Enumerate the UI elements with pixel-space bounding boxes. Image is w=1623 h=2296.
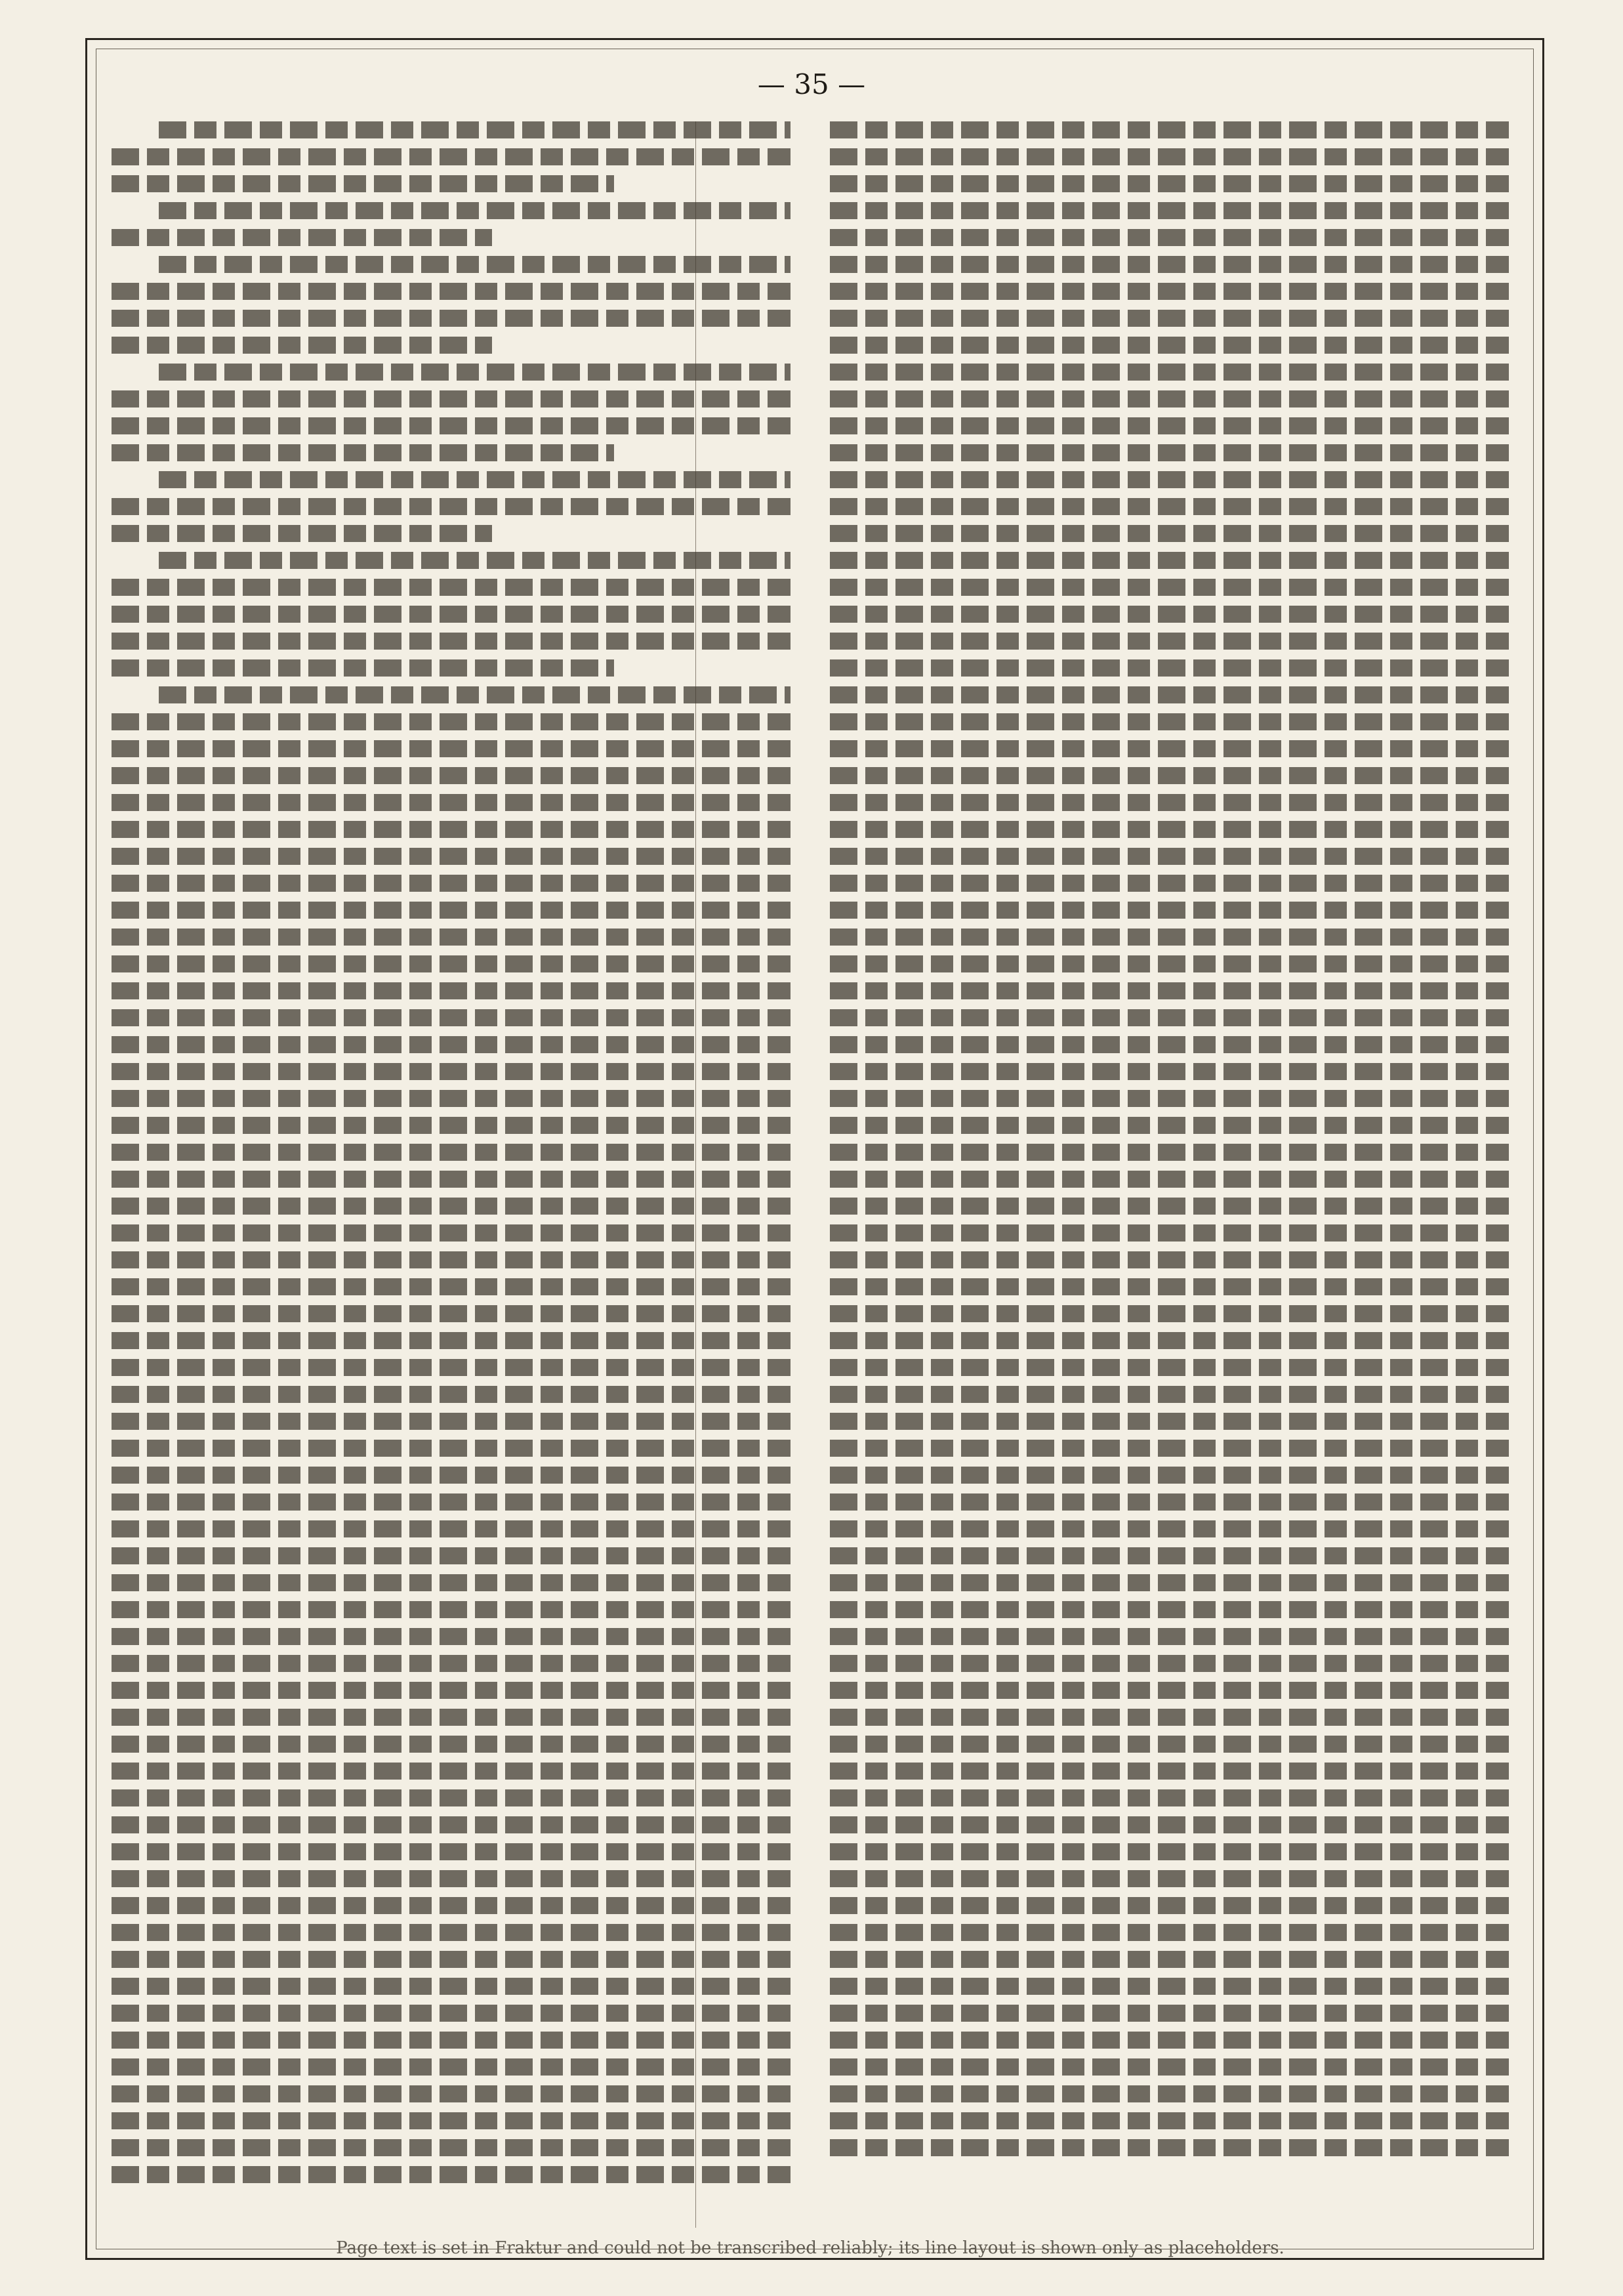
text-line: [112, 525, 492, 542]
text-line: [112, 1763, 791, 1780]
text-line: [830, 2032, 1509, 2049]
text-line: [830, 1009, 1509, 1026]
text-line: [830, 1843, 1509, 1860]
text-line: [830, 1816, 1509, 1833]
text-line: [112, 1251, 791, 1268]
text-line: [830, 1951, 1509, 1968]
text-line: [112, 1036, 791, 1053]
text-line: [112, 1224, 791, 1242]
text-line: [830, 1144, 1509, 1161]
text-line: [112, 1628, 791, 1645]
text-line: [112, 1574, 791, 1591]
right-column: [830, 121, 1509, 2228]
text-line: [830, 121, 1509, 138]
text-line: [112, 1601, 791, 1618]
text-line: [112, 1843, 791, 1860]
left-column: [112, 121, 791, 2228]
text-line: [112, 955, 791, 972]
text-line: [830, 283, 1509, 300]
text-line: [112, 283, 791, 300]
text-line: [830, 1251, 1509, 1268]
text-line: [830, 821, 1509, 838]
text-line: [830, 390, 1509, 407]
text-line: [830, 955, 1509, 972]
text-line: [112, 1978, 791, 1995]
text-line: [112, 1009, 791, 1026]
text-line: [112, 2032, 791, 2049]
text-line: [112, 713, 791, 730]
text-line: [159, 686, 791, 703]
text-line: [112, 1467, 791, 1484]
text-line: [830, 229, 1509, 246]
text-line: [830, 740, 1509, 757]
text-line: [830, 364, 1509, 381]
text-line: [112, 1278, 791, 1295]
text-line: [112, 1386, 791, 1403]
text-line: [830, 1090, 1509, 1107]
text-line: [159, 471, 791, 488]
text-line: [112, 1144, 791, 1161]
text-line: [112, 310, 791, 327]
text-line: [830, 902, 1509, 919]
text-line: [112, 1789, 791, 1806]
text-line: [112, 1090, 791, 1107]
text-line: [112, 633, 791, 650]
text-line: [830, 659, 1509, 677]
text-line: [830, 148, 1509, 165]
text-line: [830, 471, 1509, 488]
text-line: [830, 1386, 1509, 1403]
text-line: [830, 929, 1509, 946]
text-line: [112, 1493, 791, 1511]
text-line: [830, 1709, 1509, 1726]
text-line: [830, 525, 1509, 542]
text-line: [112, 767, 791, 784]
text-line: [112, 875, 791, 892]
text-line: [830, 202, 1509, 219]
text-line: [112, 1924, 791, 1941]
text-line: [112, 794, 791, 811]
text-line: [112, 2085, 791, 2102]
text-line: [830, 1224, 1509, 1242]
text-line: [830, 579, 1509, 596]
text-line: [112, 1440, 791, 1457]
text-line: [112, 2139, 791, 2156]
text-line: [830, 1574, 1509, 1591]
text-line: [830, 686, 1509, 703]
text-line: [159, 364, 791, 381]
text-line: [830, 1359, 1509, 1376]
text-line: [830, 1171, 1509, 1188]
text-line: [830, 767, 1509, 784]
text-line: [830, 1413, 1509, 1430]
text-line: [830, 606, 1509, 623]
text-line: [830, 1763, 1509, 1780]
text-line: [112, 1736, 791, 1753]
text-line: [112, 579, 791, 596]
text-line: [112, 1547, 791, 1564]
text-line: [112, 1063, 791, 1080]
text-line: [112, 1655, 791, 1672]
text-line: [112, 982, 791, 999]
text-line: [159, 256, 791, 273]
text-line: [830, 1789, 1509, 1806]
text-line: [112, 417, 791, 434]
text-line: [112, 2005, 791, 2022]
text-line: [830, 337, 1509, 354]
text-line: [830, 1305, 1509, 1322]
text-line: [830, 1063, 1509, 1080]
text-line: [830, 875, 1509, 892]
text-line: [830, 2005, 1509, 2022]
text-line: [830, 256, 1509, 273]
text-line: [112, 1359, 791, 1376]
text-line: [830, 1520, 1509, 1537]
text-line: [112, 929, 791, 946]
text-line: [112, 1171, 791, 1188]
transcription-note: Page text is set in Fraktur and could not be transcribed reliably; its line layout is shown only as placeholders.: [336, 2238, 1284, 2258]
text-line: [830, 310, 1509, 327]
text-line: [112, 2058, 791, 2076]
text-line: [112, 821, 791, 838]
text-line: [112, 1332, 791, 1349]
text-line: [112, 659, 614, 677]
text-line: [112, 175, 614, 192]
text-line: [112, 1951, 791, 1968]
text-line: [830, 982, 1509, 999]
text-line: [830, 2085, 1509, 2102]
text-line: [830, 552, 1509, 569]
text-line: [830, 1628, 1509, 1645]
text-line: [112, 740, 791, 757]
text-line: [112, 1198, 791, 1215]
text-line: [830, 1493, 1509, 1511]
text-line: [112, 848, 791, 865]
text-line: [830, 794, 1509, 811]
text-line: [112, 1682, 791, 1699]
text-columns: [112, 121, 1509, 2228]
text-line: [112, 2166, 791, 2183]
text-line: [830, 1036, 1509, 1053]
text-line: [112, 1816, 791, 1833]
text-line: [830, 1440, 1509, 1457]
text-line: [830, 2058, 1509, 2076]
text-line: [112, 1709, 791, 1726]
text-line: [112, 229, 492, 246]
text-line: [830, 1682, 1509, 1699]
text-line: [830, 1978, 1509, 1995]
text-line: [830, 1736, 1509, 1753]
text-line: [830, 1117, 1509, 1134]
text-line: [830, 633, 1509, 650]
text-line: [112, 2112, 791, 2129]
text-line: [830, 1897, 1509, 1914]
text-line: [112, 1870, 791, 1887]
text-line: [830, 1198, 1509, 1215]
text-line: [830, 175, 1509, 192]
text-line: [830, 1332, 1509, 1349]
text-line: [112, 606, 791, 623]
text-line: [830, 1467, 1509, 1484]
text-line: [830, 848, 1509, 865]
text-line: [830, 1655, 1509, 1672]
text-line: [830, 2112, 1509, 2129]
text-line: [112, 390, 791, 407]
text-line: [112, 498, 791, 515]
text-line: [159, 121, 791, 138]
text-line: [830, 417, 1509, 434]
text-line: [830, 2139, 1509, 2156]
text-line: [830, 444, 1509, 461]
text-line: [112, 337, 492, 354]
text-line: [112, 1413, 791, 1430]
text-line: [112, 902, 791, 919]
text-line: [830, 1547, 1509, 1564]
text-line: [112, 444, 614, 461]
text-line: [159, 552, 791, 569]
text-line: [830, 713, 1509, 730]
page-number: — 35 —: [757, 68, 866, 100]
text-line: [112, 1117, 791, 1134]
text-line: [112, 148, 791, 165]
text-line: [112, 1305, 791, 1322]
text-line: [830, 1870, 1509, 1887]
text-line: [830, 1924, 1509, 1941]
text-line: [159, 202, 791, 219]
text-line: [112, 1897, 791, 1914]
text-line: [112, 1520, 791, 1537]
text-line: [830, 1278, 1509, 1295]
text-line: [830, 498, 1509, 515]
text-line: [830, 1601, 1509, 1618]
